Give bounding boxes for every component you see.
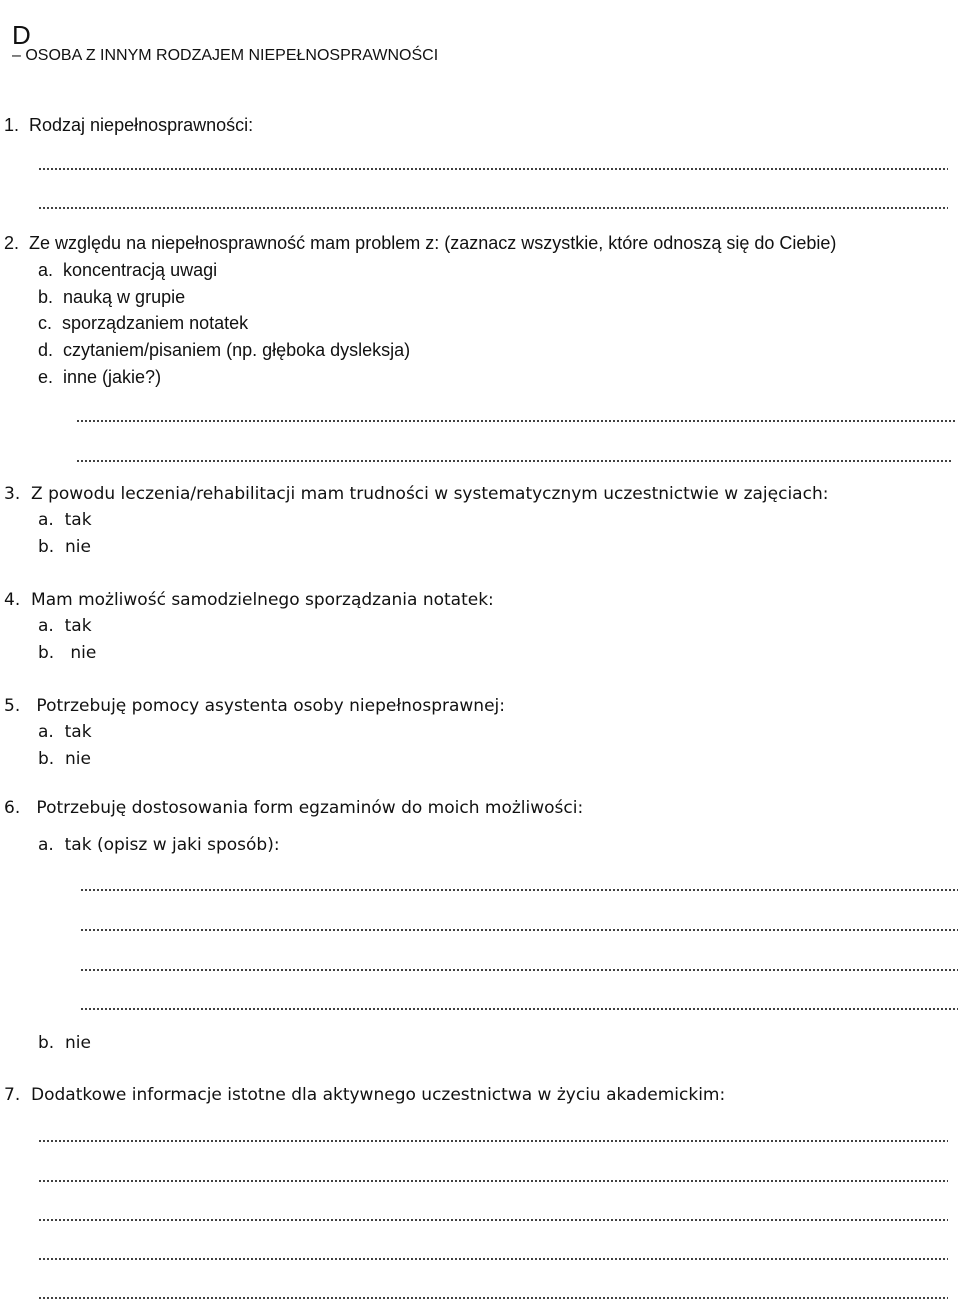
answer-line[interactable] bbox=[80, 889, 958, 891]
option-a[interactable]: a. tak bbox=[38, 722, 92, 742]
option-b[interactable]: b. nie bbox=[38, 1033, 91, 1053]
answer-line[interactable] bbox=[38, 1258, 948, 1260]
section-heading bbox=[4, 6, 438, 64]
option-b[interactable]: b. nie bbox=[38, 643, 97, 663]
question-1-label: 1. Rodzaj niepełnosprawności: bbox=[4, 115, 254, 135]
question-2-label: 2. Ze względu na niepełnosprawność mam problem z: (zaznacz wszystkie, które odnoszą się do Ciebie) bbox=[4, 233, 837, 253]
option-d[interactable]: d. czytaniem/pisaniem (np. głęboka dysleksja) bbox=[38, 340, 411, 360]
answer-line[interactable] bbox=[80, 969, 958, 971]
answer-line[interactable] bbox=[76, 460, 951, 462]
option-a[interactable]: a. koncentracją uwagi bbox=[38, 260, 218, 280]
option-b[interactable]: b. nauką w grupie bbox=[38, 287, 186, 307]
answer-line[interactable] bbox=[38, 1219, 948, 1221]
option-e[interactable]: e. inne (jakie?) bbox=[38, 367, 162, 387]
question-3-label: 3. Z powodu leczenia/rehabilitacji mam trudności w systematycznym uczestnictwie w zajęciach: bbox=[4, 484, 829, 504]
question-6-label: 6. Potrzebuję dostosowania form egzaminów do moich możliwości: bbox=[4, 798, 584, 818]
section-title: – OSOBA Z INNYM RODZAJEM NIEPEŁNOSPRAWNOŚCI bbox=[12, 47, 439, 64]
answer-line[interactable] bbox=[38, 1297, 948, 1299]
section-letter: D bbox=[12, 20, 31, 50]
question-4-label: 4. Mam możliwość samodzielnego sporządzania notatek: bbox=[4, 590, 494, 610]
answer-line[interactable] bbox=[38, 168, 948, 170]
option-a[interactable]: a. tak bbox=[38, 616, 92, 636]
answer-line[interactable] bbox=[80, 929, 958, 931]
answer-line[interactable] bbox=[38, 207, 948, 209]
answer-line[interactable] bbox=[38, 1140, 948, 1142]
option-a[interactable]: a. tak (opisz w jaki sposób): bbox=[38, 835, 280, 855]
option-b[interactable]: b. nie bbox=[38, 537, 91, 557]
answer-line[interactable] bbox=[76, 420, 956, 422]
option-b[interactable]: b. nie bbox=[38, 749, 91, 769]
question-7-label: 7. Dodatkowe informacje istotne dla aktywnego uczestnictwa w życiu akademickim: bbox=[4, 1085, 726, 1105]
answer-line[interactable] bbox=[80, 1008, 958, 1010]
question-5-label: 5. Potrzebuję pomocy asystenta osoby niepełnosprawnej: bbox=[4, 696, 505, 716]
option-c[interactable]: c. sporządzaniem notatek bbox=[38, 313, 249, 333]
option-a[interactable]: a. tak bbox=[38, 510, 92, 530]
answer-line[interactable] bbox=[38, 1180, 948, 1182]
